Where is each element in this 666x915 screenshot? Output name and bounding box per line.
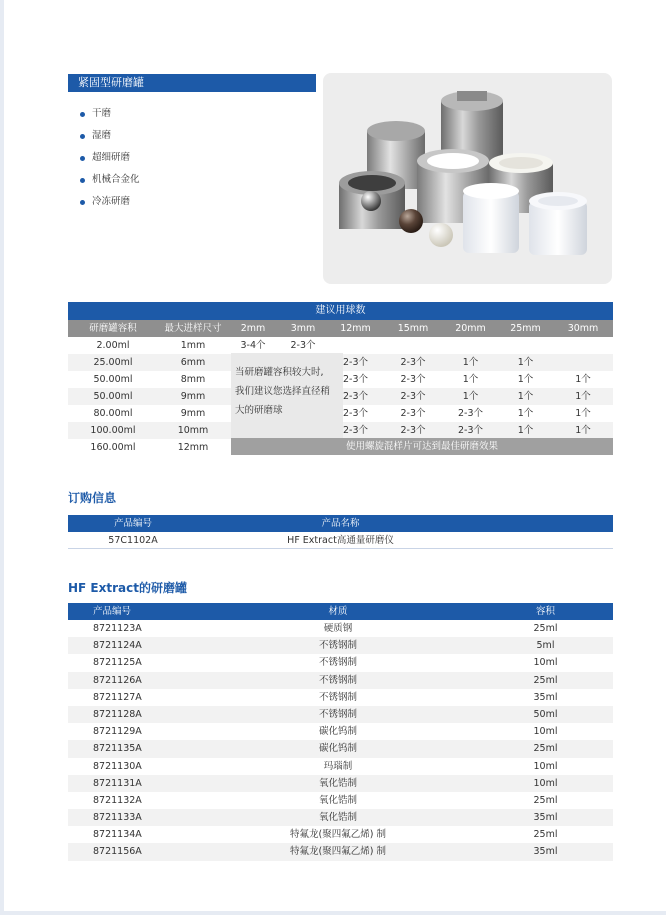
table-row: 8721156A 特氟龙(聚四氟乙烯) 制 35ml — [68, 843, 613, 860]
column-header: 20mm — [455, 323, 486, 334]
table-row: 8721131A 氧化锆制 10ml — [68, 775, 613, 792]
table-row: 80.00ml 9mm 2-3个 2-3个 2-3个 1个 1个 — [93, 408, 591, 419]
column-header: 12mm — [340, 323, 371, 334]
table-header-row — [68, 603, 613, 620]
column-header: 最大进样尺寸 — [164, 323, 222, 334]
table-row: 57C1102A HF Extract高通量研磨仪 — [68, 532, 613, 549]
bullet-dot-icon — [80, 112, 85, 117]
section-title: 紧固型研磨罐 — [78, 76, 144, 89]
order-info-title: 订购信息 — [68, 491, 117, 505]
column-header: 25mm — [510, 323, 541, 334]
table-row: 100.00ml 10mm 2-3个 2-3个 2-3个 1个 1个 — [68, 422, 613, 439]
feature-item: 湿磨 — [80, 125, 140, 147]
table-header-row — [68, 320, 613, 337]
table-row: 2.00ml 1mm 3-4个 2-3个 — [96, 340, 316, 351]
table-row: 50.00ml 8mm 2-3个 2-3个 1个 1个 1个 — [93, 374, 591, 385]
bullet-dot-icon — [80, 200, 85, 205]
feature-item: 超细研磨 — [80, 147, 140, 169]
bullet-dot-icon — [80, 156, 85, 161]
table-row: 50.00ml 9mm 2-3个 2-3个 1个 1个 1个 — [68, 388, 613, 405]
table-row: 8721133A 氧化锆制 35ml — [68, 809, 613, 826]
column-header: 15mm — [397, 323, 429, 334]
table-header-row — [68, 515, 613, 532]
table-row: 8721127A 不锈钢制 35ml — [93, 691, 558, 703]
table-row: 160.00ml 12mm — [90, 442, 209, 453]
column-header: 容积 — [535, 606, 555, 617]
column-header: 3mm — [290, 323, 316, 334]
bullet-dot-icon — [80, 178, 85, 183]
jars-table — [68, 603, 613, 861]
page-edge-rule — [0, 0, 4, 915]
table-caption: 建议用球数 — [68, 302, 613, 320]
table-row: 8721126A 不锈钢制 25ml — [68, 672, 613, 689]
large-jar-note: 当研磨罐容积较大时, 我们建议您选择直径稍 大的研磨球 — [231, 353, 343, 438]
bullet-dot-icon — [80, 134, 85, 139]
column-header: 产品编号 — [93, 606, 132, 617]
table-row: 8721128A 不锈钢制 50ml — [68, 706, 613, 723]
column-header: 30mm — [567, 323, 599, 334]
feature-list — [80, 103, 140, 213]
table-row: 8721130A 玛瑙制 10ml — [93, 760, 558, 772]
feature-item: 冷冻研磨 — [80, 191, 140, 213]
mixing-tip-note: 使用螺旋混样片可达到最佳研磨效果 — [231, 438, 613, 455]
page-bottom-rule — [0, 911, 666, 915]
feature-item: 干磨 — [80, 103, 140, 125]
column-header: 产品编号 — [113, 518, 152, 529]
table-row: 8721129A 碳化钨制 10ml — [93, 726, 558, 738]
ball-count-table — [68, 302, 613, 456]
table-row: 25.00ml 6mm 2-3个 2-3个 1个 1个 — [68, 354, 613, 371]
table-row: 8721124A 不锈钢制 5ml — [68, 637, 613, 654]
order-table — [68, 515, 613, 549]
grinding-jars-illustration — [323, 73, 612, 284]
table-row: 8721135A 碳化钨制 25ml — [68, 740, 613, 757]
table-row: 8721134A 特氟龙(聚四氟乙烯) 制 25ml — [93, 829, 558, 841]
jars-title: HF Extract的研磨罐 — [68, 581, 187, 595]
column-header: 研磨罐容积 — [89, 323, 137, 334]
column-header: 材质 — [328, 606, 348, 617]
table-row: 8721132A 氧化锆制 25ml — [93, 794, 558, 806]
feature-item: 机械合金化 — [80, 169, 140, 191]
table-row: 8721125A 不锈钢制 10ml — [93, 657, 558, 669]
table-row: 8721123A 硬质钢 25ml — [93, 623, 558, 634]
column-header: 产品名称 — [321, 518, 360, 529]
grinding-jars-photo — [323, 73, 612, 284]
section-title-bar — [68, 74, 316, 92]
column-header: 2mm — [240, 323, 266, 334]
